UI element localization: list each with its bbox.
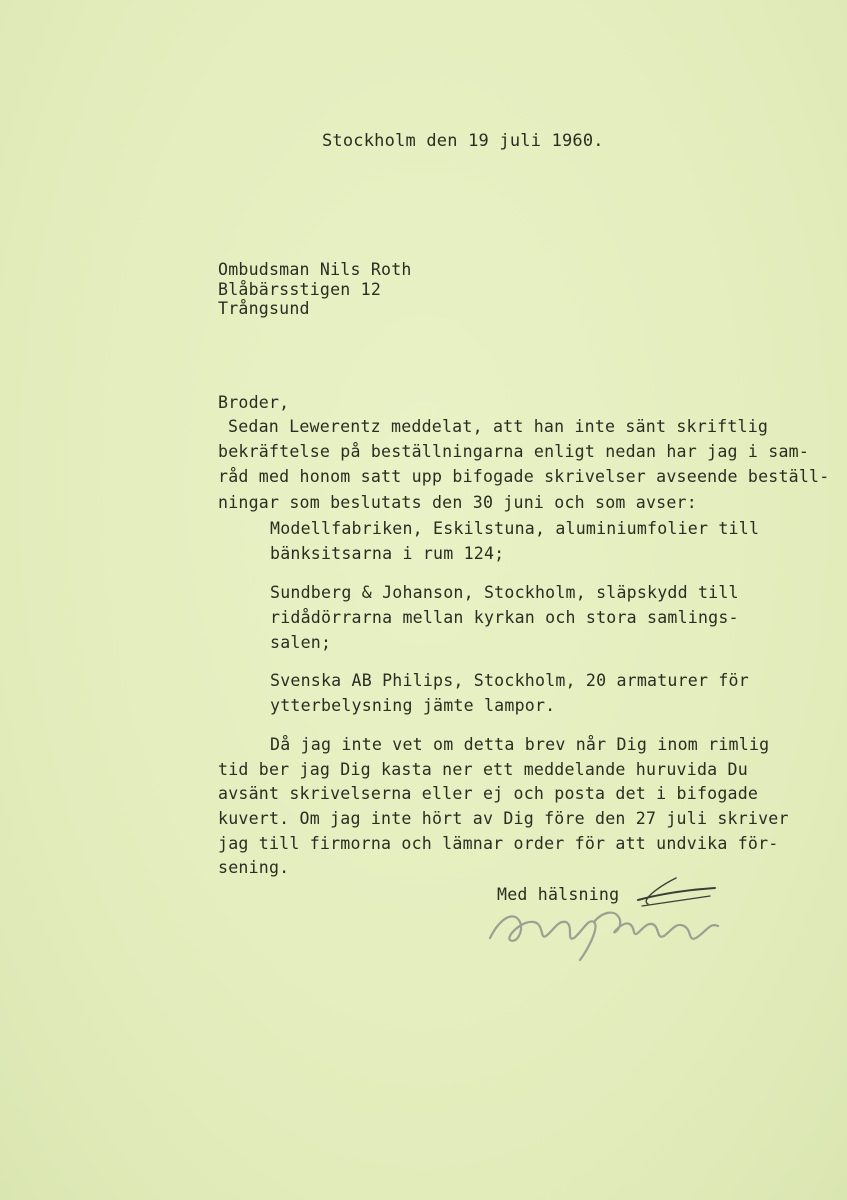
closing-greeting: Med hälsning [497, 885, 620, 904]
order-item-line: ridådörrarna mellan kyrkan och stora samlings- [270, 608, 739, 627]
recipient-name: Ombudsman Nils Roth [218, 260, 412, 279]
order-item-line: salen; [270, 633, 332, 652]
handwritten-signature [470, 860, 750, 970]
order-item-line: Modellfabriken, Eskilstuna, aluminiumfolier till [270, 519, 760, 538]
intro-line: ningar som beslutats den 30 juni och som avser: [218, 493, 697, 512]
closing-paragraph-line: kuvert. Om jag inte hört av Dig före den 27 juli skriver [218, 809, 789, 828]
intro-line: Sedan Lewerentz meddelat, att han inte sänt skriftlig [228, 417, 769, 436]
order-item-line: ytterbelysning jämte lampor. [270, 696, 556, 715]
date-line: Stockholm den 19 juli 1960. [322, 131, 604, 151]
intro-line: råd med honom satt upp bifogade skrivelser avseende beställ- [218, 467, 830, 486]
order-item-line: bänksitsarna i rum 124; [270, 544, 505, 563]
recipient-city: Trångsund [218, 299, 310, 318]
closing-paragraph-line: Då jag inte vet om detta brev når Dig inom rimlig [270, 735, 770, 754]
salutation: Broder, [218, 393, 290, 412]
closing-paragraph-line: tid ber jag Dig kasta ner ett meddelande huruvida Du [218, 760, 748, 779]
closing-paragraph-line: avsänt skrivelserna eller ej och posta det i bifogade [218, 784, 759, 803]
order-item-line: Svenska AB Philips, Stockholm, 20 armaturer för [270, 671, 749, 690]
order-item-line: Sundberg & Johanson, Stockholm, släpskydd till [270, 583, 739, 602]
closing-paragraph-line: jag till firmorna och lämnar order för att undvika för- [218, 834, 779, 853]
recipient-street: Blåbärsstigen 12 [218, 280, 382, 299]
closing-paragraph-line: sening. [218, 858, 290, 877]
intro-line: bekräftelse på beställningarna enligt nedan har jag i sam- [218, 442, 810, 461]
